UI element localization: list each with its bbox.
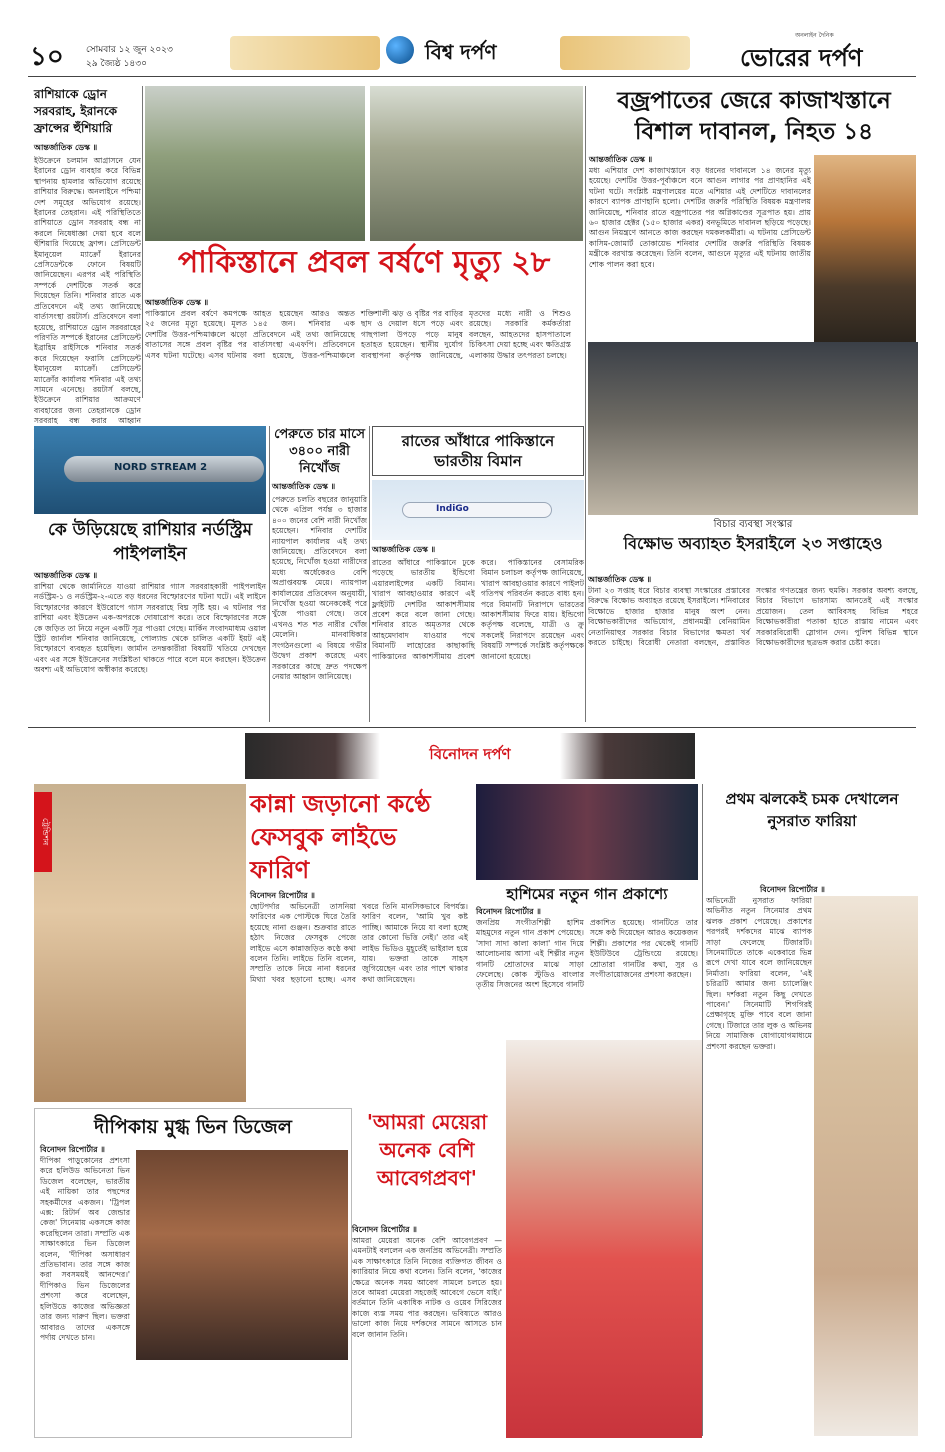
article-body: পেরুতে চলতি বছরের জানুয়ারি থেকে এপ্রিল পর্যন্ত ৩ হাজার ৪০০ জনের বেশি নারী নিখোঁজ হয়েছেন। শনিবার দেশটির ন্যায়পাল কার্যালয় এই তথ্য জানিয়েছে। প্রতিবেদনে বলা হয়েছে, নিখোঁজ হওয়া নারীদের মধ্যে অর্ধেকেরও বেশি অপ্রাপ্তবয়স্ক মেয়ে। ন্যায়পাল কার্যালয়ের প্রতিবেদন অনুযায়ী, নিখোঁজ হওয়া অনেককেই পরে খুঁজে পাওয়া গেছে। তবে এখনও শত শত নারীর খোঁজ মেলেনি। মানবাধিকার সংগঠনগুলো এ বিষয়ে গভীর উদ্বেগ প্রকাশ করেছে এবং সরকারের কাছে দ্রুত পদক্ষেপ নেয়ার আহ্বান জানিয়েছে। [272,495,367,681]
story-body: জনপ্রিয় সংগীতশিল্পী হাশিম মাহমুদের নতুন গান প্রকাশ পেয়েছে। 'সাদা সাদা কালা কালা' গান দিয়ে আলোচনায় আসা এই শিল্পীর নতুন গানটি শ্রোতাদের মাঝে সাড়া ফেলেছে। কোক স্টুডিও বাংলার তৃতীয় সিজনের অংশ হিসেবে গানটি প্রকাশিত হয়েছে। গানটিতে তার সঙ্গে কণ্ঠ দিয়েছেন আরও কয়েকজন শিল্পী। প্রকাশের পর থেকেই গানটি ইউটিউবে ট্রেন্ডিংয়ে রয়েছে। শ্রোতারা গানটির কথা, সুর ও সংগীতায়োজনের প্রশংসা করছেন। [476,918,698,990]
article-headline: কে উড়িয়েছে রাশিয়ার নর্ডস্ট্রিম পাইপলাইন [47,520,253,564]
column-rule [585,86,586,722]
globe-icon [386,36,414,64]
column-rule [702,784,703,1436]
masthead-decor-left [230,36,380,70]
article-byline: আন্তর্জাতিক ডেস্ক ॥ [589,155,653,164]
masthead-decor-right [560,36,690,70]
article-byline: আন্তর্জাতিক ডেস্ক ॥ [588,575,652,584]
story-headline: 'আমরা মেয়েরা অনেক বেশি আবেগপ্রবণ' [366,1110,488,1190]
masthead [0,0,945,80]
story-body: দীপিকা পাড়ুকোনের প্রশংসা করে হলিউড অভিনেতা ভিন ডিজেল বলেছেন, ভারতীয় এই নায়িকা তার পছন্দের সহকর্মীদের একজন। 'ট্রিপল এক্স: রিটার্ন অব জেন্ডার কেজ' সিনেমায় একসঙ্গে কাজ করেছিলেন তারা। সম্প্রতি এক সাক্ষাৎকারে ভিন ডিজেল বলেন, 'দীপিকা অসাধারণ প্রতিভাবান। তার সঙ্গে কাজ করা সবসময়ই আনন্দের।' দীপিকাও ভিন ডিজেলের প্রশংসা করে বলেছেন, হলিউডে কাজের অভিজ্ঞতা তার জন্য দারুণ ছিল। ভক্তরা আবারও তাদের একসঙ্গে পর্দায় দেখতে চান। [40,1156,130,1342]
flood-photo-2 [370,86,583,241]
article-indigo [372,426,584,726]
article-byline: আন্তর্জাতিক ডেস্ক ॥ [272,482,336,491]
section-divider [28,727,916,728]
article-byline: আন্তর্জাতিক ডেস্ক ॥ [34,143,98,152]
article-russia-drone [34,86,141,426]
article-headline: রাশিয়াকে ড্রোন সরবরাহ, ইরানকে ফ্রান্সের হুঁশিয়ারি [34,87,118,135]
israel-protest-photo [588,342,918,515]
masthead-bangla-date: ২৯ জ্যৈষ্ঠ ১৪৩০ [86,59,147,69]
flood-photo-1 [145,86,365,241]
farin-photo [34,784,246,1102]
story-body: অভিনেত্রী নুসরাত ফারিয়া অভিনীত নতুন সিনেমার প্রথম ঝলক প্রকাশ পেয়েছে। প্রকাশের পরপরই দর্শকদের মাঝে ব্যাপক সাড়া ফেলেছে টিজারটি। সিনেমাটিতে তাকে একেবারে ভিন্ন রূপে দেখা যাবে বলে জানিয়েছেন নির্মাতা। ফারিয়া বলেন, 'এই চরিত্রটি আমার জন্য চ্যালেঞ্জিং ছিল। দর্শকরা নতুন কিছু দেখতে পাবেন।' সিনেমাটি শিগগিরই প্রেক্ষাগৃহে মুক্তি পাবে বলে জানা গেছে। টিজারে তার লুক ও অভিনয় নিয়ে সামাজিক যোগাযোগমাধ্যমে প্রশংসা করছেন ভক্তরা। [706,896,812,1051]
article-body: রাশিয়া থেকে জার্মানিতে যাওয়া রাশিয়ার গ্যাস সরবরাহকারী পাইপলাইন নর্ডস্ট্রিম-১ ও নর্ডস্ট্রিম-২-এতে বড় ধরনের বিস্ফোরণের ঘটনা ঘটে। এই লাইনে বিস্ফোরণের কারণে ইউরোপে গ্যাস সরবরাহে বিঘ্ন সৃষ্টি হয়। এ ঘটনার পর রাশিয়া এবং ইউক্রেন এক-অপরকে দোষারোপ করে। তবে বিস্ফোরণের সঙ্গে কে জড়িত তা নিয়ে নতুন একটি সূত্র পাওয়া গেছে। মার্কিন সংবাদমাধ্যম ওয়াল স্ট্রিট জার্নাল শনিবার জানিয়েছে, পোল্যান্ড থেকে চালিত একটি ইয়ট এই বিস্ফোরণে ব্যবহৃত হয়েছিল। জার্মান তদন্তকারীরা বিষয়টি খতিয়ে দেখছেন এবং এর সঙ্গে ইউক্রেনের সংশ্লিষ্টতা থাকতে পারে বলে মনে করছেন। ইউক্রেন অবশ্য এই অভিযোগ অস্বীকার করেছে। [34,582,266,675]
article-byline: আন্তর্জাতিক ডেস্ক ॥ [145,298,209,307]
article-headline: রাতের আঁধারে পাকিস্তানে ভারতীয় বিমান [372,426,584,476]
hashim-photo [476,784,698,880]
article-headline: বিক্ষোভ অব্যাহত ইসরাইলে ২৩ সপ্তাহেও [623,534,883,553]
article-headline: বজ্রপাতের জেরে কাজাখস্তানে বিশাল দাবানল, নিহত ১৪ [617,88,891,145]
story-hashim [476,884,698,904]
article-headline: পেরুতে চার মাসে ৩৪০০ নারী নিখোঁজ [274,427,365,476]
photo-caption: NORD STREAM 2 [114,462,208,473]
masthead-divider [28,76,916,77]
article-byline: আন্তর্জাতিক ডেস্ক ॥ [372,545,436,554]
story-headline: হাশিমের নতুন গান প্রকাশ্যে [506,885,668,903]
story-byline: বিনোদন রিপোর্টার ॥ [476,907,541,916]
story-farin [250,788,462,887]
banner-title: বিনোদন দর্পণ [429,745,511,763]
section-title: বিশ্ব দর্পণ [425,40,497,64]
story-emotional [352,1108,502,1192]
paper-name: ভোরের দর্পণ [740,44,863,72]
actress-red-dress-photo [506,1040,702,1438]
article-body: টানা ২৩ সপ্তাহ ধরে বিচার ব্যবস্থা সংস্কারের প্রস্তাবের বিরুদ্ধে বিক্ষোভ অব্যাহত রয়েছে ইসরাইলে। শনিবারের বিক্ষোভে হাজার হাজার মানুষ অংশ নেন। বিক্ষোভকারীদের অভিযোগ, প্রধানমন্ত্রী বেনিয়ামিন নেতানিয়াহুর সরকার বিচার বিভাগের ক্ষমতা খর্ব করতে চাইছে। বিরোধী নেতারা বলছেন, প্রস্তাবিত সংস্কার গণতন্ত্রের জন্য হুমকি। সরকার অবশ্য বলছে, বিচার বিভাগে ভারসাম্য আনতেই এই সংস্কার প্রয়োজন। তেল আবিবসহ বিভিন্ন শহরে বিক্ষোভকারীরা পতাকা হাতে রাস্তায় নামেন এবং সরকারবিরোধী স্লোগান দেন। পুলিশ বিভিন্ন স্থানে বিক্ষোভকারীদের ছত্রভঙ্গ করার চেষ্টা করে। [588,586,918,648]
article-body: রাতের আঁধারে পাকিস্তানে ঢুকে পড়েছে ভারতীয় ইন্ডিগো এয়ারলাইন্সের একটি বিমান। খারাপ আবহাওয়ার কারণে এই ফ্লাইটটি দেশটির আকাশসীমায় প্রবেশ করে বলে জানা গেছে। শনিবার রাতে অমৃতসর থেকে আহমেদাবাদ যাওয়ার পথে বিমানটি লাহোরের কাছাকাছি পাকিস্তানের আকাশসীমায় প্রবেশ করে। পাকিস্তানের বেসামরিক বিমান চলাচল কর্তৃপক্ষ জানিয়েছে, খারাপ আবহাওয়ার কারণে পাইলট গতিপথ পরিবর্তন করতে বাধ্য হন। পরে বিমানটি নিরাপদে ভারতের আকাশসীমায় ফিরে যায়। ইন্ডিগো কর্তৃপক্ষ বলেছে, যাত্রী ও ক্রু সকলেই নিরাপদে রয়েছেন এবং বিষয়টি সম্পর্কে সংশ্লিষ্ট কর্তৃপক্ষকে জানানো হয়েছে। [372,558,584,661]
side-tag: ট্রেন্ডিশন [34,792,52,872]
article-peru [272,426,367,726]
article-israel [588,533,918,555]
nord-stream-photo [34,426,266,514]
column-rule [269,426,270,722]
plane-body [402,502,552,518]
plane-logo: IndiGo [436,504,469,514]
column-rule [369,426,370,722]
masthead-date: সোমবার ১২ জুন ২০২৩ [86,45,173,55]
story-byline: বিনোদন রিপোর্টার ॥ [40,1145,105,1154]
article-headline: পাকিস্তানে প্রবল বর্ষণে মৃত্যু ২৮ [177,245,551,280]
indigo-plane-photo [372,480,584,540]
nusrat-photo [814,896,918,1436]
article-body: ইউক্রেনে চলমান আগ্রাসনে যেন ইরানের ড্রোন ব্যবহার করে বিভিন্ন স্থাপনায় হামলার অভিযোগ রয়েছে রাশিয়ার বিরুদ্ধে। অনলাইনে পশ্চিমা দেশ সমূহের অভিযোগ রয়েছে। ইরানের তেহরান। এই পরিস্থিতিতে রাশিয়াতে ড্রোন সরবরাহ বন্ধ না করলে নিষেধাজ্ঞা দেয়া হবে বলে হুঁশিয়ারি দিয়েছে ফ্রান্স। প্রেসিডেন্ট ইমানুয়েল ম্যাক্রোঁ ইরানের প্রেসিডেন্টকে ফোনে বিষয়টি জানিয়েছেন। এরপর এই পরিস্থিতি সম্পর্কে দেশটিকে সতর্ক করে দিয়েছেন তিনি। শনিবার রাতে এক প্রতিবেদনে এই তথ্য জানিয়েছে বার্তাসংস্থা রয়টার্স। প্রতিবেদনে বলা হয়েছে, রাশিয়াতে ড্রোন সরবরাহের পরিণতি সম্পর্কে ইরানের প্রেসিডেন্ট ইব্রাহিম রাইসিকে শনিবার সতর্ক করে দিয়েছেন ফরাসি প্রেসিডেন্ট ইমানুয়েল ম্যাক্রোঁ। প্রেসিডেন্ট ম্যাক্রোঁর কার্যালয় শনিবার এই তথ্য সামনে এনেছে। রয়টার্স বলছে, ইউক্রেনে রাশিয়ার আক্রমণে ব্যবহারের জন্য তেহরানকে ড্রোন সরবরাহ বন্ধ করার আহ্বান [34,156,141,426]
story-body: ছোটপর্দার অভিনেত্রী তাসনিয়া ফারিণের এক পোস্টকে ঘিরে তৈরি হয়েছে নানা গুঞ্জন। শুক্রবার রাতে হঠাৎ নিজের ফেসবুক পেজে লাইভে এসে কান্নাজড়িত কণ্ঠে কথা বলেন তিনি। লাইভে তিনি বলেন, সম্প্রতি তাকে নিয়ে নানা ধরনের মিথ্যা খবর ছড়ানো হচ্ছে। এসব খবরে তিনি মানসিকভাবে বিপর্যস্ত। ফারিণ বলেন, 'আমি খুব কষ্ট পাচ্ছি। আমাকে নিয়ে যা বলা হচ্ছে তার কোনো ভিত্তি নেই।' তার এই লাইভ ভিডিও মুহূর্তেই ভাইরাল হয়ে যায়। ভক্তরা তাকে সাহস জুগিয়েছেন এবং তার পাশে থাকার কথা জানিয়েছেন। [250,902,468,984]
story-byline: বিনোদন রিপোর্টার ॥ [250,891,315,900]
story-headline: কান্না জড়ানো কণ্ঠে ফেসবুক লাইভে ফারিণ [250,790,431,884]
story-body: আমরা মেয়েরা অনেক বেশি আবেগপ্রবণ — এমনটাই বললেন এক জনপ্রিয় অভিনেত্রী। সম্প্রতি এক সাক্ষাৎকারে তিনি নিজের ব্যক্তিগত জীবন ও ক্যারিয়ার নিয়ে কথা বলেন। তিনি বলেন, 'কাজের ক্ষেত্রে অনেক সময় আবেগ সামলে চলতে হয়। তবে আমরা মেয়েরা সহজেই আবেগে ভেসে যাই।' বর্তমানে তিনি একাধিক নাটক ও ওয়েব সিরিজের কাজে ব্যস্ত সময় পার করছেন। ভবিষ্যতে আরও ভালো কাজ নিয়ে দর্শকদের সামনে আসতে চান বলে জানান তিনি। [352,1236,502,1339]
photo-caption: বিচার ব্যবস্থা সংস্কার [713,519,793,530]
story-headline: দীপিকায় মুগ্ধ ভিন ডিজেল [94,1116,292,1138]
article-byline: আন্তর্জাতিক ডেস্ক ॥ [34,571,98,580]
article-body: পাকিস্তানে প্রবল বর্ষণে কমপক্ষে ২৫ জনের মৃত্যু হয়েছে। মূলত দেশটির উত্তর-পশ্চিমাঞ্চলে ঝড়ো বাতাসের সঙ্গে প্রবল বৃষ্টির পর এসব ঘটনা ঘটেছে। এসব ঘটনায় আহত হয়েছেন আরও অন্তত ১৪৫ জন। শনিবার এক প্রতিবেদনে এই তথ্য জানিয়েছে বার্তাসংস্থা এএফপি। প্রতিবেদনে বলা হয়েছে, উত্তর-পশ্চিমাঞ্চলে শক্তিশালী ঝড় ও বৃষ্টির পর বাড়ির ছাদ ও দেয়াল ধসে পড়ে এবং গাছপালা উপড়ে পড়ে মানুষ হতাহত হয়েছেন। স্থানীয় দুর্যোগ ব্যবস্থাপনা কর্তৃপক্ষ জানিয়েছে, মৃতদের মধ্যে নারী ও শিশুও রয়েছে। সরকারি কর্মকর্তারা বলছেন, আহতদের হাসপাতালে চিকিৎসা দেয়া হচ্ছে এবং ক্ষতিগ্রস্ত এলাকায় উদ্ধার তৎপরতা চলছে। [145,309,571,360]
entertainment-banner [245,733,695,779]
wildfire-photo [814,155,916,343]
story-byline: বিনোদন রিপোর্টার ॥ [760,885,825,894]
page-number: ১০ [30,42,64,72]
deepika-vin-photo [136,1150,348,1360]
story-nusrat [706,788,918,832]
article-nord-stream [34,518,266,566]
article-body: মধ্য এশিয়ার দেশ কাজাখস্তানে বড় ধরনের দাবানলে ১৪ জনের মৃত্যু হয়েছে। দেশটির উত্তর-পূর্বাঞ্চলে বনে আগুন লাগার পর প্রাণহানির এই ঘটনা ঘটে। সংশ্লিষ্ট মন্ত্রণালয়ের মতে এশিয়ার এই দেশটিতে দাবানলের কারণে ব্যাপক প্রাণহানি হলো। দেশটির জরুরি পরিস্থিতি বিষয়ক মন্ত্রণালয় জানিয়েছে, শনিবার রাতে বজ্রপাতের পর অগ্নিকাণ্ডের সূত্রপাত হয়। প্রায় ৬০ হাজার হেক্টর (১৫০ হাজার একর) বনভূমিতে দাবানল ছড়িয়ে পড়েছে। আগুন নিয়ন্ত্রণে আনতে কাজ করছেন দমকলকর্মীরা। এ ঘটনায় প্রেসিডেন্ট কাসিম-জোমার্ট তোকায়েভ শনিবার দেশটির জরুরি পরিস্থিতি বিষয়ক মন্ত্রীকে বরখাস্ত করেছেন। তিনি বলেন, আগুনে মৃত্যুর এই ঘটনায় জাতীয় শোক পালন করা হবে। [589,166,811,269]
story-headline: প্রথম ঝলকেই চমক দেখালেন নুসরাত ফারিয়া [725,790,899,830]
column-rule [142,86,143,398]
story-byline: বিনোদন রিপোর্টার ॥ [352,1225,417,1234]
paper-tag: অনলাইন দৈনিক [795,32,834,39]
